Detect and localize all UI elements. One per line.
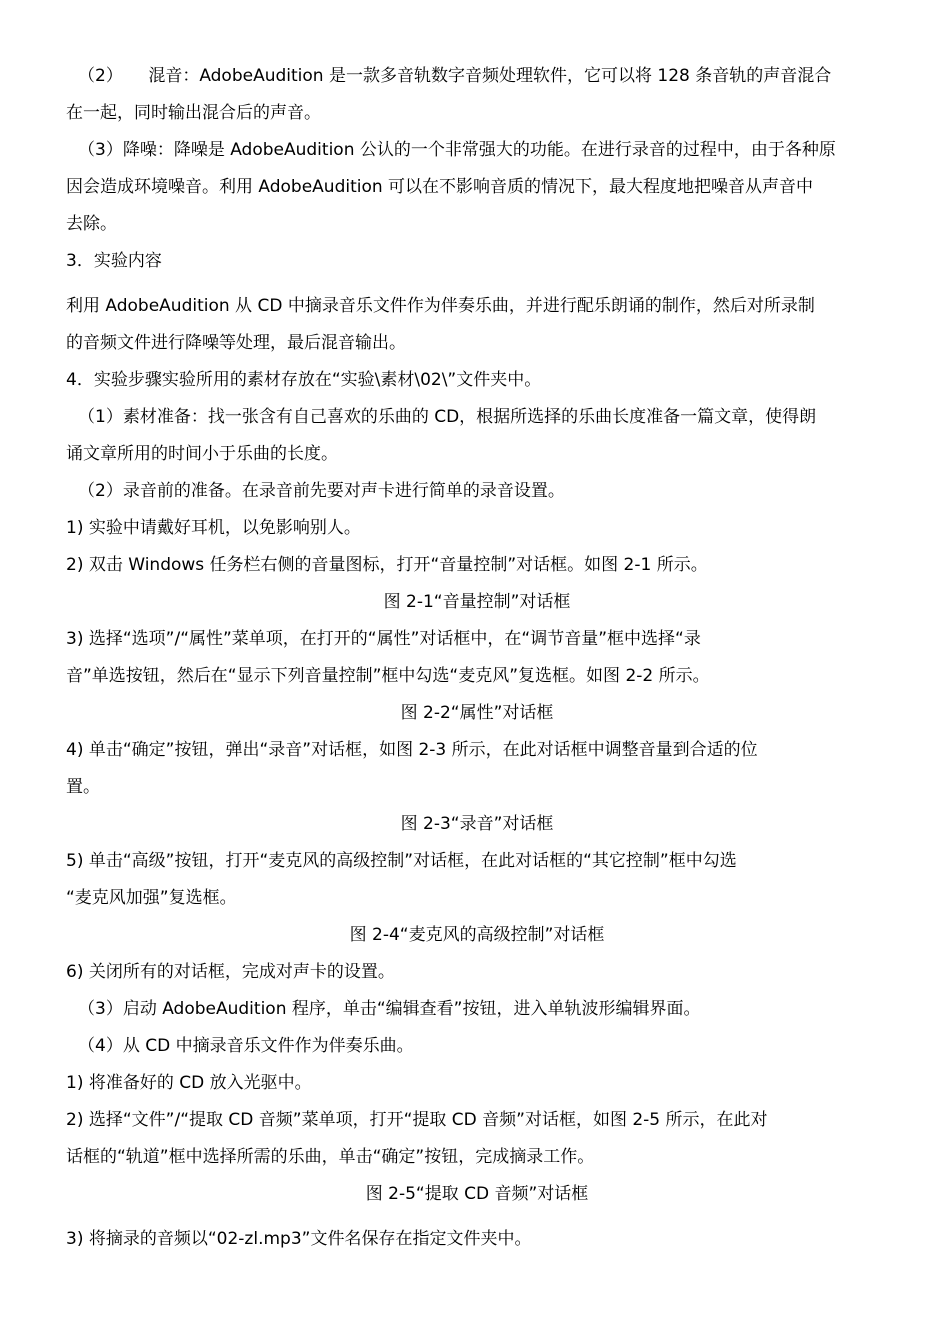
step-2: （2）录音前的准备。在录音前先要对声卡进行简单的录音设置。 [78, 481, 565, 501]
step-1-line1: （1）素材准备：找一张含有自己喜欢的乐曲的 CD，根据所选择的乐曲长度准备一篇文章，使得朗 [78, 407, 817, 427]
para-mixing-line1: （2） 混音：AdobeAudition 是一款多音轨数字音频处理软件，它可以将 128 条音轨的声音混合 [78, 66, 832, 86]
substep-4-line2: 置。 [66, 777, 100, 797]
para-denoise-line1: （3）降噪：降噪是 AdobeAudition 公认的一个非常强大的功能。在进行录音的过程中，由于各种原 [78, 140, 836, 160]
figure-caption-2-1: 图 2-1“音量控制”对话框 [383, 592, 571, 612]
figure-caption-2-5: 图 2-5“提取 CD 音频”对话框 [365, 1184, 589, 1204]
substep-4-2-line1: 2) 选择“文件”/“提取 CD 音频”菜单项，打开“提取 CD 音频”对话框，如图 2-5 所示，在此对 [66, 1110, 768, 1130]
substep-2: 2) 双击 Windows 任务栏右侧的音量图标，打开“音量控制”对话框。如图 2-1 所示。 [66, 555, 708, 575]
step-4: （4）从 CD 中摘录音乐文件作为伴奏乐曲。 [78, 1036, 414, 1056]
substep-3-line1: 3) 选择“选项”/“属性”菜单项，在打开的“属性”对话框中，在“调节音量”框中选择“录 [66, 629, 701, 649]
section-heading-content: 3．实验内容 [66, 251, 162, 271]
substep-4-2-line2: 话框的“轨道”框中选择所需的乐曲，单击“确定”按钮，完成摘录工作。 [66, 1147, 595, 1167]
step-1-line2: 诵文章所用的时间小于乐曲的长度。 [66, 444, 338, 464]
para-denoise-line2: 因会造成环境噪音。利用 AdobeAudition 可以在不影响音质的情况下，最大程度地把噪音从声音中 [66, 177, 814, 197]
substep-1: 1) 实验中请戴好耳机，以免影响别人。 [66, 518, 361, 538]
substep-5-line1: 5) 单击“高级”按钮，打开“麦克风的高级控制”对话框，在此对话框的“其它控制”框中勾选 [66, 851, 737, 871]
substep-4-3: 3) 将摘录的音频以“02-zl.mp3”文件名保存在指定文件夹中。 [66, 1229, 532, 1249]
substep-4-1: 1) 将准备好的 CD 放入光驱中。 [66, 1073, 312, 1093]
para-content-line2: 的音频文件进行降噪等处理，最后混音输出。 [66, 333, 406, 353]
para-content-line1: 利用 AdobeAudition 从 CD 中摘录音乐文件作为伴奏乐曲，并进行配乐朗诵的制作，然后对所录制 [66, 296, 815, 316]
document-page [66, 58, 888, 1258]
para-denoise-line3: 去除。 [66, 214, 117, 234]
substep-3-line2: 音”单选按钮，然后在“显示下列音量控制”框中勾选“麦克风”复选框。如图 2-2 所示。 [66, 666, 710, 686]
section-heading-steps: 4．实验步骤实验所用的素材存放在“实验\素材\02\”文件夹中。 [66, 370, 542, 390]
step-3: （3）启动 AdobeAudition 程序，单击“编辑查看”按钮，进入单轨波形编辑界面。 [78, 999, 701, 1019]
substep-5-line2: “麦克风加强”复选框。 [66, 888, 237, 908]
substep-6: 6) 关闭所有的对话框，完成对声卡的设置。 [66, 962, 395, 982]
para-mixing-line2: 在一起，同时输出混合后的声音。 [66, 103, 321, 123]
figure-caption-2-2: 图 2-2“属性”对话框 [400, 703, 554, 723]
substep-4-line1: 4) 单击“确定”按钮，弹出“录音”对话框，如图 2-3 所示，在此对话框中调整音量到合适的位 [66, 740, 758, 760]
figure-caption-2-3: 图 2-3“录音”对话框 [400, 814, 554, 834]
figure-caption-2-4: 图 2-4“麦克风的高级控制”对话框 [349, 925, 605, 945]
